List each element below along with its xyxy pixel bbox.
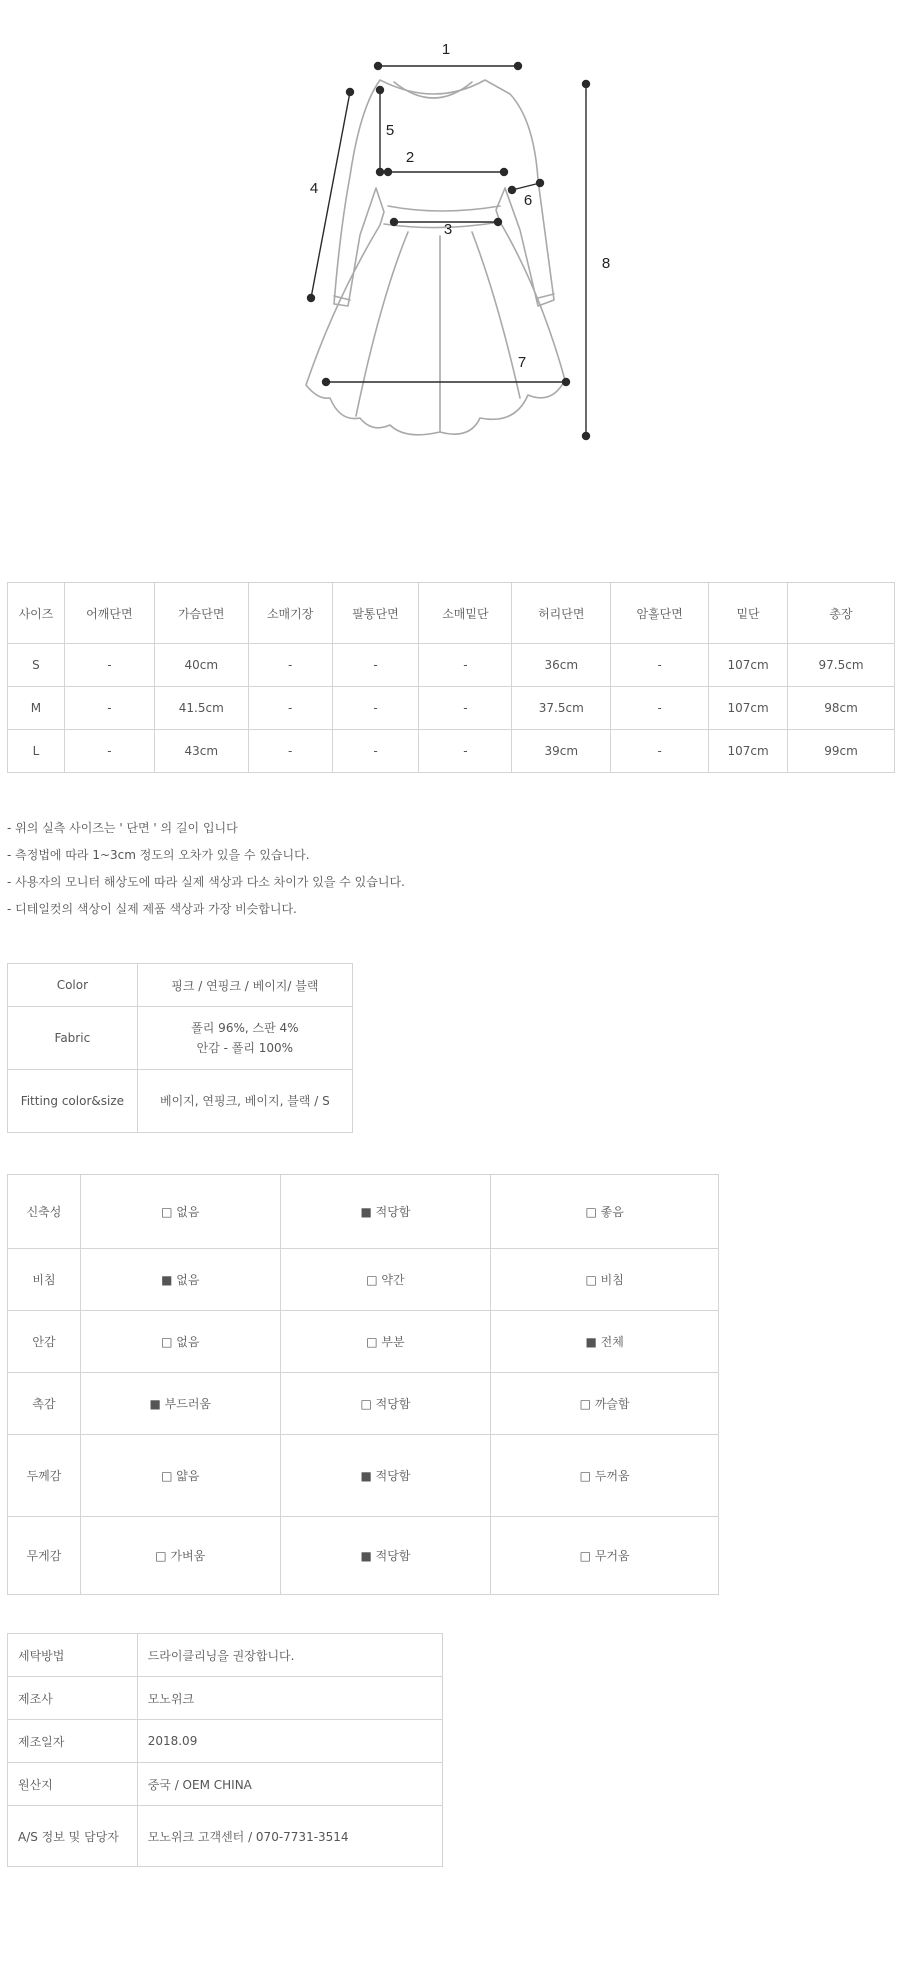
size-table-cell: - <box>332 687 419 730</box>
fabric-line: 폴리 96%, 스판 4% <box>191 1021 299 1035</box>
size-table-cell: 39cm <box>512 730 611 773</box>
size-table-cell: 41.5cm <box>154 687 248 730</box>
size-table-cell: M <box>8 687 65 730</box>
size-notes <box>7 815 405 923</box>
note-line: - 위의 실측 사이즈는 ' 단면 ' 의 길이 입니다 <box>7 821 238 835</box>
waist-seam-bottom <box>384 222 500 228</box>
size-table-header-cell: 암홀단면 <box>611 583 709 644</box>
product-info-table <box>7 963 353 1133</box>
measurement-label-8: 8 <box>601 255 611 272</box>
size-table-cell: 43cm <box>154 730 248 773</box>
fitting-label: Fitting color&size <box>8 1070 138 1133</box>
skirt-fold-right <box>472 232 520 398</box>
size-table-header-cell: 가슴단면 <box>154 583 248 644</box>
note-line: - 디테일컷의 색상이 실제 제품 색상과 가장 비슷합니다. <box>7 902 297 916</box>
feel-option: ■ 부드러움 <box>80 1373 280 1435</box>
feel-row-label: 두께감 <box>8 1435 81 1517</box>
care-label: 원산지 <box>8 1763 138 1806</box>
size-table-cell: 107cm <box>709 687 788 730</box>
measurement-label-2: 2 <box>405 149 415 166</box>
note-line: - 사용자의 모니터 해상도에 따라 실제 색상과 다소 차이가 있을 수 있습니다. <box>7 875 405 889</box>
feel-row <box>8 1311 719 1373</box>
feel-row-label: 비침 <box>8 1249 81 1311</box>
color-value: 핑크 / 연핑크 / 베이지/ 블랙 <box>137 964 352 1007</box>
size-table-cell: S <box>8 644 65 687</box>
feel-option: □ 얇음 <box>80 1435 280 1517</box>
care-row <box>8 1677 443 1720</box>
size-table-header-cell: 소매기장 <box>248 583 332 644</box>
dress-neckline <box>394 82 472 98</box>
feel-row-label: 신축성 <box>8 1175 81 1249</box>
color-label: Color <box>8 964 138 1007</box>
size-table-header-cell: 허리단면 <box>512 583 611 644</box>
size-table-cell: - <box>248 687 332 730</box>
note-line: - 측정법에 따라 1~3cm 정도의 오차가 있을 수 있습니다. <box>7 848 310 862</box>
care-value: 2018.09 <box>137 1720 442 1763</box>
size-table-cell: 40cm <box>154 644 248 687</box>
size-table-cell: 97.5cm <box>788 644 895 687</box>
size-table-cell: - <box>332 730 419 773</box>
size-table-cell: - <box>248 730 332 773</box>
care-value: 모노위크 고객센터 / 070-7731-3514 <box>137 1806 442 1867</box>
care-row <box>8 1763 443 1806</box>
size-table-cell: 36cm <box>512 644 611 687</box>
dress-measurement-diagram <box>0 0 900 470</box>
care-row <box>8 1720 443 1763</box>
size-table-cell: - <box>419 730 512 773</box>
feel-option: ■ 적당함 <box>280 1175 491 1249</box>
size-table-row <box>8 730 895 773</box>
size-table-cell: - <box>611 644 709 687</box>
feel-option: □ 없음 <box>80 1175 280 1249</box>
size-table-cell: - <box>248 644 332 687</box>
fabric-feel-table <box>7 1174 719 1595</box>
measurement-label-7: 7 <box>517 354 527 371</box>
feel-option: □ 무거움 <box>491 1517 719 1595</box>
feel-option: □ 두꺼움 <box>491 1435 719 1517</box>
size-table-row <box>8 687 895 730</box>
measurement-label-6: 6 <box>523 192 533 209</box>
size-table-cell: 98cm <box>788 687 895 730</box>
care-label: 세탁방법 <box>8 1634 138 1677</box>
feel-option: ■ 적당함 <box>280 1517 491 1595</box>
feel-option: □ 적당함 <box>280 1373 491 1435</box>
measurement-label-5: 5 <box>385 122 395 139</box>
feel-row <box>8 1435 719 1517</box>
size-table-header-cell: 사이즈 <box>8 583 65 644</box>
measurement-label-3: 3 <box>443 221 453 238</box>
measurement-label-1: 1 <box>441 41 451 58</box>
info-row-fitting <box>8 1070 353 1133</box>
feel-option: □ 비침 <box>491 1249 719 1311</box>
size-table-header-cell: 밑단 <box>709 583 788 644</box>
waist-seam-top <box>388 206 500 211</box>
info-row-color <box>8 964 353 1007</box>
feel-option: ■ 없음 <box>80 1249 280 1311</box>
feel-row <box>8 1517 719 1595</box>
size-table-header-cell: 소매밑단 <box>419 583 512 644</box>
size-table-header-cell: 총장 <box>788 583 895 644</box>
right-cuff <box>538 294 554 298</box>
feel-row-label: 안감 <box>8 1311 81 1373</box>
size-table-cell: L <box>8 730 65 773</box>
size-table-header-cell: 어깨단면 <box>64 583 154 644</box>
size-table-cell: - <box>611 730 709 773</box>
skirt-fold-left <box>356 232 408 416</box>
feel-option: □ 좋음 <box>491 1175 719 1249</box>
info-row-fabric <box>8 1007 353 1070</box>
size-table-cell: - <box>611 687 709 730</box>
feel-row <box>8 1249 719 1311</box>
feel-option: □ 약간 <box>280 1249 491 1311</box>
care-info-table <box>7 1633 443 1867</box>
size-table-cell: 107cm <box>709 644 788 687</box>
size-table-cell: - <box>332 644 419 687</box>
care-row <box>8 1806 443 1867</box>
feel-option: ■ 적당함 <box>280 1435 491 1517</box>
care-label: 제조일자 <box>8 1720 138 1763</box>
measurement-label-4: 4 <box>309 180 319 197</box>
care-value: 중국 / OEM CHINA <box>137 1763 442 1806</box>
size-table-header-row <box>8 583 895 644</box>
size-table-cell: - <box>419 644 512 687</box>
size-table-cell: 107cm <box>709 730 788 773</box>
size-table-cell: - <box>64 730 154 773</box>
fitting-value: 베이지, 연핑크, 베이지, 블랙 / S <box>137 1070 352 1133</box>
care-value: 모노위크 <box>137 1677 442 1720</box>
fabric-label: Fabric <box>8 1007 138 1070</box>
feel-option: □ 부분 <box>280 1311 491 1373</box>
size-table-cell: - <box>419 687 512 730</box>
size-table-cell: - <box>64 644 154 687</box>
feel-row <box>8 1175 719 1249</box>
fabric-line: 안감 - 폴리 100% <box>196 1041 294 1055</box>
care-label: 제조사 <box>8 1677 138 1720</box>
feel-option: □ 없음 <box>80 1311 280 1373</box>
feel-row-label: 촉감 <box>8 1373 81 1435</box>
feel-option: □ 가벼움 <box>80 1517 280 1595</box>
size-table-cell: - <box>64 687 154 730</box>
size-table <box>7 582 895 773</box>
size-table-cell: 99cm <box>788 730 895 773</box>
size-table-header-cell: 팔통단면 <box>332 583 419 644</box>
size-table-row <box>8 644 895 687</box>
feel-row <box>8 1373 719 1435</box>
care-label: A/S 정보 및 담당자 <box>8 1806 138 1867</box>
care-value: 드라이클리닝을 권장합니다. <box>137 1634 442 1677</box>
care-row <box>8 1634 443 1677</box>
feel-option: ■ 전체 <box>491 1311 719 1373</box>
feel-option: □ 까슬함 <box>491 1373 719 1435</box>
fabric-value <box>137 1007 352 1070</box>
feel-row-label: 무게감 <box>8 1517 81 1595</box>
size-table-cell: 37.5cm <box>512 687 611 730</box>
